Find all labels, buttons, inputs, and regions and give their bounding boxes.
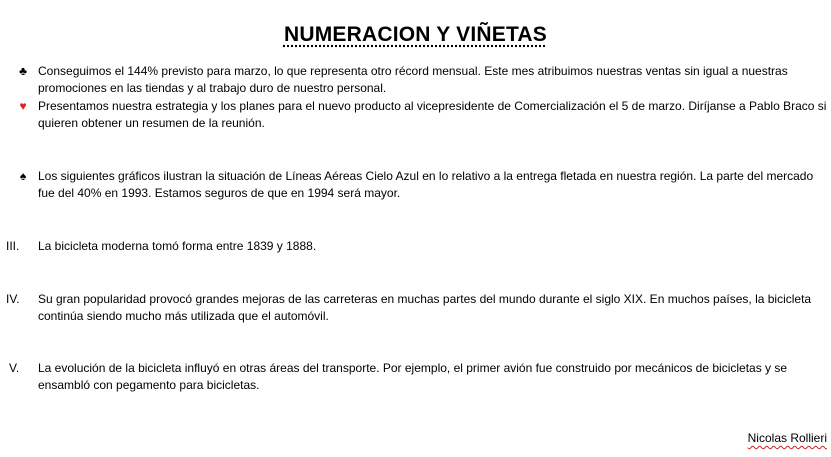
list-item-line: fue del 40% en 1993. Estamos seguros de que en 1994 será mayor. (38, 186, 401, 200)
list-item-line: Su gran popularidad provocó grandes mejoras de las carreteras en muchas partes del mundo durante el siglo XIX. En muchos países, la bicicleta (38, 292, 812, 306)
author-signature: Nicolas Rollieri (747, 431, 827, 445)
list-item-text (38, 63, 824, 97)
list-number: III. (6, 239, 20, 253)
list-number: IV. (6, 292, 20, 306)
list-item-line: Presentamos nuestra estrategia y los planes para el nuevo producto al vicepresidente de Comercialización el 5 de marzo. Diríjanse a Pablo Braco si (38, 99, 827, 113)
list-item-text (38, 238, 824, 255)
list-item-line: Los siguientes gráficos ilustran la situación de Líneas Aéreas Cielo Azul en lo relativo a la entrega fletada en nuestra región. La parte del mercado (38, 169, 814, 183)
list-item-line: La evolución de la bicicleta influyó en otras áreas del transporte. Por ejemplo, el primer avión fue construido por mecánicos de bicicletas y se (38, 361, 788, 375)
document-title (0, 22, 831, 48)
list-item-text (38, 168, 824, 202)
list-item-line: La bicicleta moderna tomó forma entre 1839 y 1888. (38, 239, 317, 253)
list-item-line: ensambló con pegamento para bicicletas. (38, 378, 260, 392)
spade-icon: ♠ (19, 169, 27, 183)
list-item-text (38, 291, 824, 325)
list-item-text (38, 98, 827, 132)
document-title-text: NUMERACION Y VIÑETAS (283, 23, 548, 46)
list-item-line: Conseguimos el 144% previsto para marzo, lo que representa otro récord mensual. Este mes atribuimos nuestras ventas sin igual a nuestras (38, 64, 788, 78)
list-number: V. (9, 361, 20, 375)
club-icon: ♣ (19, 64, 27, 78)
list-item-text (38, 360, 824, 394)
list-item-line: continúa siendo mucho más utilizada que el automóvil. (38, 309, 329, 323)
list-item-line: promociones en las tiendas y al trabajo duro de nuestro personal. (38, 81, 387, 95)
heart-icon: ♥ (19, 99, 27, 113)
list-item-line: quieren obtener un resumen de la reunión. (38, 116, 265, 130)
